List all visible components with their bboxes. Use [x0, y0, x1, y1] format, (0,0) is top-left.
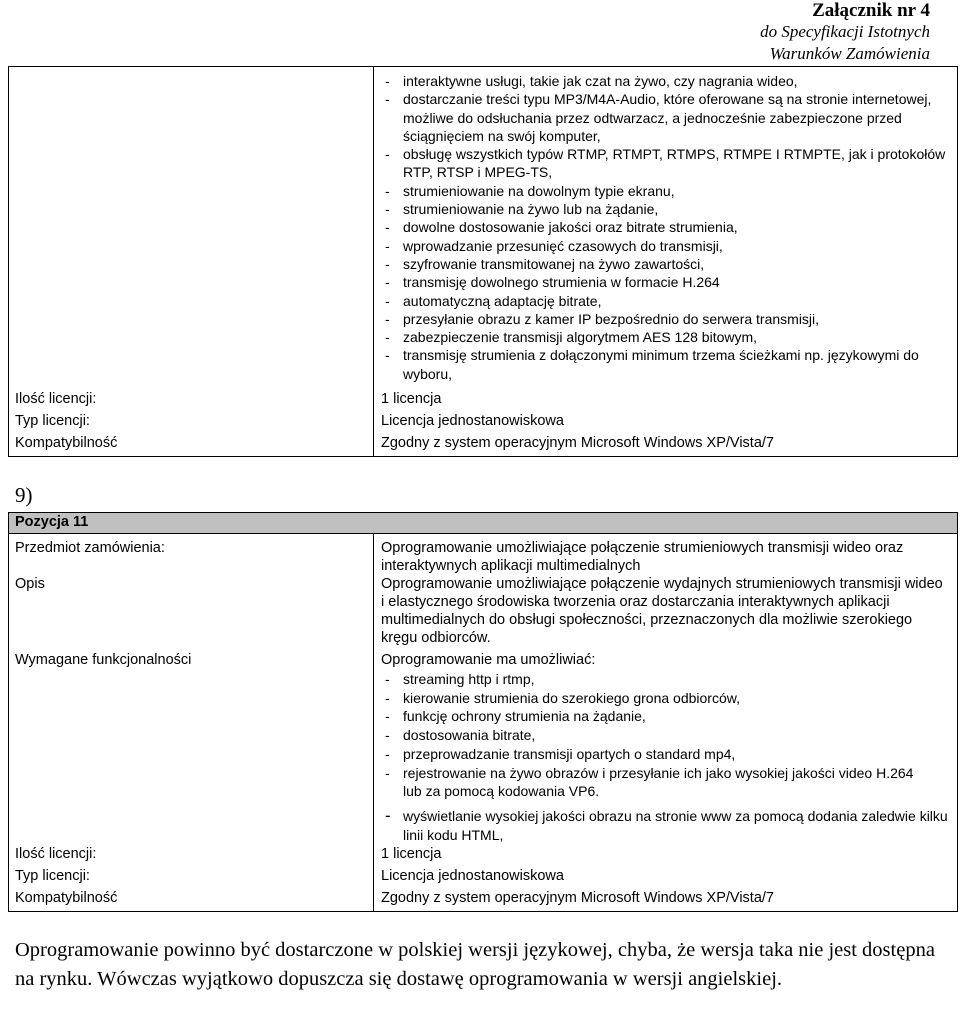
license-type-label: Typ licencji: [15, 413, 90, 429]
list-item: - wyświetlanie wysokiej jakości obrazu na stronie www za pomocą dodania zaledwie kilku linii kodu HTML, [381, 807, 951, 844]
list-item: - automatyczną adaptację bitrate, [381, 292, 946, 310]
list-item: - dostosowania bitrate, [381, 726, 951, 745]
list-item: - transmisję dowolnego strumienia w formacie H.264 [381, 273, 946, 291]
list-item: - dowolne dostosowanie jakości oraz bitrate strumienia, [381, 218, 946, 236]
functions-intro: Oprogramowanie ma umożliwiać: [381, 652, 596, 668]
list-item: - strumieniowanie na żywo lub na żądanie, [381, 200, 946, 218]
list-item: - funkcję ochrony strumienia na żądanie, [381, 707, 951, 726]
description-label: Opis [15, 576, 45, 592]
list-item: - wprowadzanie przesunięć czasowych do transmisji, [381, 237, 946, 255]
position-header-row [9, 513, 957, 534]
list-item: - przeprowadzanie transmisji opartych o standard mp4, [381, 745, 951, 764]
license-count-value: 1 licencja [381, 391, 442, 407]
features-list [381, 72, 946, 383]
compat-label: Kompatybilność [15, 435, 118, 451]
compat-label: Kompatybilność [15, 890, 118, 906]
license-count-value: 1 licencja [381, 846, 442, 862]
section-number: 9) [15, 483, 33, 507]
header-subtitle-line2: Warunków Zamówienia [769, 44, 930, 63]
column-divider [373, 534, 374, 911]
subject-label: Przedmiot zamówienia: [15, 540, 165, 556]
footer-note: Oprogramowanie powinno być dostarczone w polskiej wersji językowej, chyba, że wersja taka nie jest dostępna na rynku. Wówczas wyjątkowo dopuszcza się dostawę oprogramowania w wersji angielskiej. [15, 939, 935, 990]
list-item: - dostarczanie treści typu MP3/M4A-Audio, które oferowane są na stronie internetowej, możliwe do odsłuchania przez odtwarzacz, a jednocześnie zabezpieczone przed ściągnięciem na swój komputer, [381, 90, 946, 145]
license-count-label: Ilość licencji: [15, 391, 97, 407]
functions-list [381, 670, 951, 844]
column-divider [373, 67, 374, 456]
position-label: Pozycja 11 [15, 514, 89, 530]
license-type-value: Licencja jednostanowiskowa [381, 868, 564, 884]
license-type-label: Typ licencji: [15, 868, 90, 884]
license-type-value: Licencja jednostanowiskowa [381, 413, 564, 429]
compat-value: Zgodny z system operacyjnym Microsoft Windows XP/Vista/7 [381, 890, 774, 906]
functions-cell [381, 651, 951, 844]
features-cell [381, 72, 946, 383]
list-item: - rejestrowanie na żywo obrazów i przesyłanie ich jako wysokiej jakości video H.264 lub za pomocą kodowania VP6. [381, 764, 951, 801]
license-count-label: Ilość licencji: [15, 846, 97, 862]
header-subtitle-line1: do Specyfikacji Istotnych [760, 22, 930, 41]
functions-label: Wymagane funkcjonalności [15, 652, 192, 668]
list-item: - kierowanie strumienia do szerokiego grona odbiorców, [381, 689, 951, 708]
document-header [630, 0, 930, 65]
compat-value: Zgodny z system operacyjnym Microsoft Windows XP/Vista/7 [381, 435, 774, 451]
attachment-title: Załącznik nr 4 [812, 0, 930, 21]
list-item: - streaming http i rtmp, [381, 670, 951, 689]
list-item: - interaktywne usługi, takie jak czat na żywo, czy nagrania wideo, [381, 72, 946, 90]
description-value: Oprogramowanie umożliwiające połączenie wydajnych strumieniowych transmisji wideo i elastycznego środowiska tworzenia oraz dostarczania interaktywnych aplikacji multimedialnych do obsługi społeczności, przeznaczonych dla możliwie szerokiego kręgu odbiorców. [381, 576, 943, 646]
list-item: - transmisję strumienia z dołączonymi minimum trzema ścieżkami np. językowymi do wyboru, [381, 346, 946, 383]
list-item: - szyfrowanie transmitowanej na żywo zawartości, [381, 255, 946, 273]
list-item: - zabezpieczenie transmisji algorytmem AES 128 bitowym, [381, 328, 946, 346]
list-item: - przesyłanie obrazu z kamer IP bezpośrednio do serwera transmisji, [381, 310, 946, 328]
list-item: - strumieniowanie na dowolnym typie ekranu, [381, 182, 946, 200]
subject-value: Oprogramowanie umożliwiające połączenie strumieniowych transmisji wideo oraz interaktywnych aplikacji multimedialnych [381, 540, 904, 574]
list-item: - obsługę wszystkich typów RTMP, RTMPT, RTMPS, RTMPE I RTMPTE, jak i protokołów RTP, RTSP i MPEG-TS, [381, 145, 946, 182]
spec-table-previous [8, 66, 958, 457]
spec-table-position-11 [8, 512, 958, 912]
